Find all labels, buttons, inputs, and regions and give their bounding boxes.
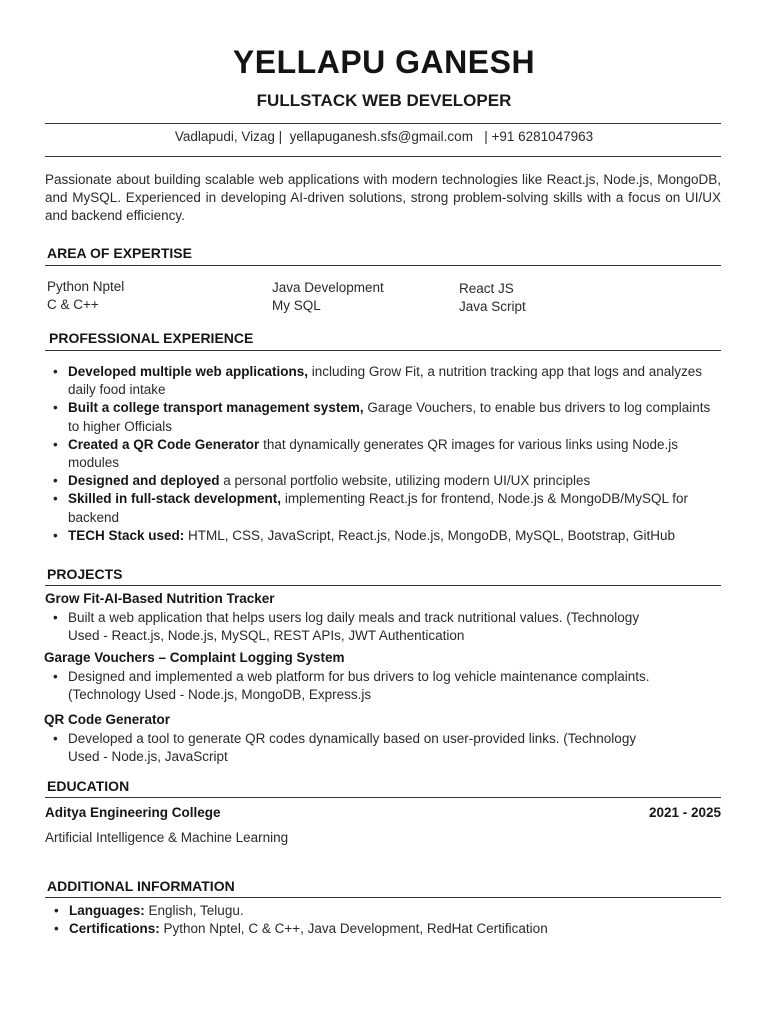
header-divider-top [45,123,721,124]
project-title: Garage Vouchers – Complaint Logging System [44,650,345,665]
project-description: • Developed a tool to generate QR codes dynamically based on user-provided links. (Technology Used - Node.js, JavaScript [45,730,670,766]
additional-item [46,902,722,920]
header-divider-bottom [45,156,721,157]
expertise-divider [45,265,721,266]
experience-item-lead: Developed multiple web applications, [68,364,309,379]
expertise-item: Java Script [459,299,526,314]
experience-item [45,399,721,435]
additional-list [46,902,722,938]
experience-item-text: Garage Vouchers, to enable bus drivers to log complaints to higher Officials [68,400,711,434]
additional-item-text: Python Nptel, C & C++, Java Development, RedHat Certification [159,921,548,937]
expertise-item: Python Nptel [47,279,125,294]
expertise-item: My SQL [272,298,321,313]
project-details [45,668,715,704]
section-heading-expertise: AREA OF EXPERTISE [47,245,192,261]
experience-item-text: that dynamically generates QR images for various links using Node.js modules [68,436,679,471]
education-years: 2021 - 2025 [648,805,721,820]
experience-item-lead: TECH Stack used: [68,527,185,543]
project-description: • Designed and implemented a web platform for bus drivers to log vehicle maintenance complaints. (Technology Used - Node.js, MongoDB, Express.js [45,668,715,704]
additional-item-label: Languages: [69,903,145,918]
experience-item [45,490,721,526]
expertise-item: React JS [459,281,514,296]
experience-divider [45,350,721,351]
expertise-item: Java Development [272,280,384,295]
experience-item-text: HTML, CSS, JavaScript, React.js, Node.js, MongoDB, MySQL, Bootstrap, GitHub [184,527,675,543]
education-divider [45,797,721,798]
section-heading-projects: PROJECTS [47,566,123,582]
section-heading-education: EDUCATION [47,778,130,794]
additional-item [46,920,722,938]
projects-divider [45,585,721,586]
section-heading-experience: PROFESSIONAL EXPERIENCE [49,330,254,346]
summary-paragraph: Passionate about building scalable web applications with modern technologies like React.js, Node.js, MongoDB, and MySQL. Experienced in developing AI-driven solutions, strong problem-solving skills with a focus on UI/UX and backend efficiency. [45,172,721,223]
project-description: • Built a web application that helps users log daily meals and track nutritional values. (Technology Used - React.js, Node.js, MySQL, REST APIs, JWT Authentication [45,609,670,645]
education-degree: Artificial Intelligence & Machine Learning [45,830,289,845]
candidate-name: YELLAPU GANESH [232,44,536,80]
additional-item-label: Certifications: [69,921,160,937]
experience-item [45,472,721,490]
project-details [45,730,670,766]
experience-item [45,363,721,399]
experience-item [45,527,721,545]
project-title: Grow Fit-AI-Based Nutrition Tracker [45,591,275,606]
experience-item-text: a personal portfolio website, utilizing modern UI/UX principles [219,473,591,489]
project-title: QR Code Generator [44,712,171,727]
experience-item-lead: Skilled in full-stack development, [68,491,282,507]
experience-item-lead: Designed and deployed [68,473,220,489]
expertise-item: C & C++ [47,297,99,312]
experience-item [45,436,721,472]
experience-item-text: implementing React.js for frontend, Node.js & MongoDB/MySQL for backend [68,491,688,525]
project-details [45,609,670,645]
experience-item-lead: Created a QR Code Generator [68,436,260,452]
candidate-role: FULLSTACK WEB DEVELOPER [256,91,512,110]
contact-line: Vadlapudi, Vizag | yellapuganesh.sfs@gmail.com | +91 6281047963 [174,129,594,144]
experience-list [45,363,721,545]
experience-item-lead: Built a college transport management system, [68,400,364,416]
additional-divider [45,897,721,898]
education-college: Aditya Engineering College [45,805,221,820]
additional-item-text: English, Telugu. [144,903,244,918]
section-heading-additional: ADDITIONAL INFORMATION [47,878,235,894]
experience-item-text: including Grow Fit, a nutrition tracking app that logs and analyzes daily food intake [68,364,703,398]
